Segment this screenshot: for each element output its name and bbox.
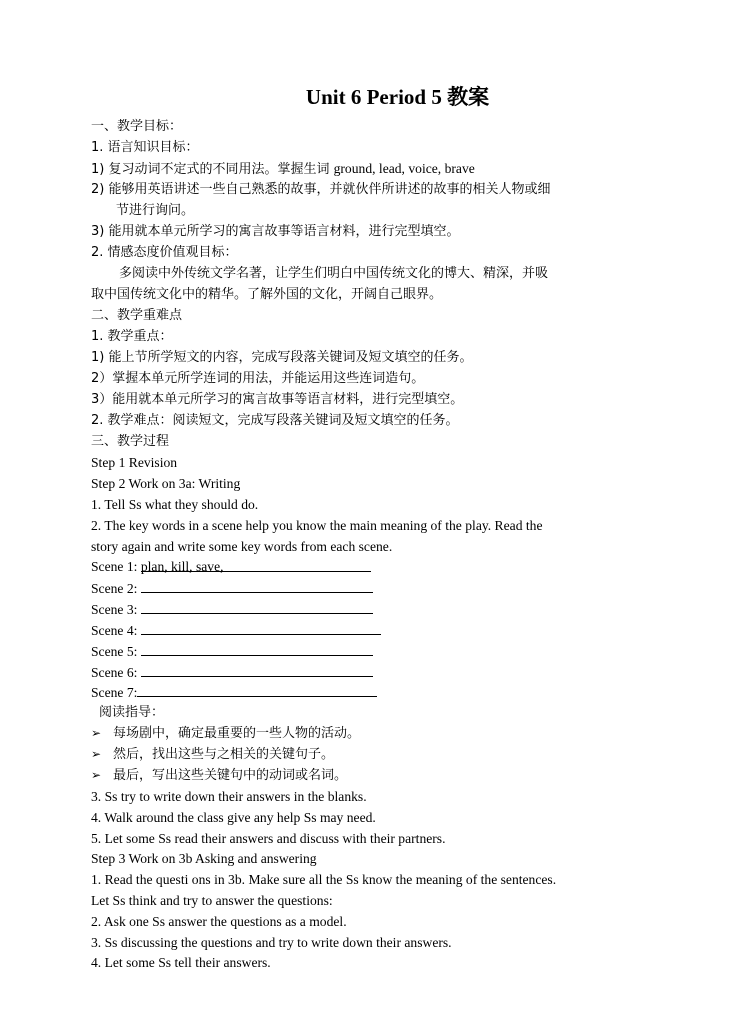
scene-7-label: Scene 7: [91,685,138,700]
step-2-heading: Step 2 Work on 3a: Writing [91,476,241,491]
reading-guide-heading: 阅读指导： [99,705,165,720]
key-point-item-2: 2）掌握本单元所学连词的用法，并能运用这些连词造句。 [91,371,425,386]
objective-item-3: 3) 能用就本单元所学习的寓言故事等语言材料，进行完型填空。 [91,224,460,239]
step-2-item-1: 1. Tell Ss what they should do. [91,497,259,512]
scene-3-blank [141,599,373,614]
scene-3-row [91,599,373,619]
reading-guide-item-2 [91,745,334,764]
objective-item-2-continued: 节进行询问。 [116,203,195,218]
scene-4-blank [141,620,381,635]
key-point-item-1: 1) 能上节所学短文的内容，完成写段落关键词及短文填空的任务。 [91,350,473,365]
arrow-bullet-icon: ➢ [91,747,102,761]
scene-6-row [91,662,373,682]
step-3-item-1: 1. Read the questi ons in 3b. Make sure all the Ss know the meaning of the sentences. [91,872,557,887]
scene-5-blank [141,641,373,656]
reading-guide-item-1-text: 每场剧中，确定最重要的一些人物的活动。 [113,726,361,741]
key-point-item-3: 3）能用就本单元所学习的寓言故事等语言材料，进行完型填空。 [91,392,464,407]
subheading-language-knowledge: 1. 语言知识目标： [91,140,199,155]
scene-1-row [91,557,371,576]
scene-6-label: Scene 6: [91,665,141,680]
reading-guide-item-3-text: 最后，写出这些关键句中的动词或名词。 [113,768,348,783]
scene-3-label: Scene 3: [91,602,141,617]
difficult-point: 2. 教学难点：阅读短文，完成写段落关键词及短文填空的任务。 [91,413,459,428]
section-heading-process: 三、教学过程 [91,434,170,449]
objective-item-1-text: 1) 复习动词不定式的不同用法。掌握生词 [91,162,334,177]
scene-5-row [91,641,373,661]
document-title: Unit 6 Period 5 教案 [305,85,490,109]
scene-2-label: Scene 2: [91,581,141,596]
step-3-item-2: 2. Ask one Ss answer the questions as a model. [91,914,347,929]
scene-1-label: Scene 1: [91,559,141,574]
scene-4-label: Scene 4: [91,623,141,638]
scene-7-row [91,682,377,702]
step-1-heading: Step 1 Revision [91,455,178,470]
reading-guide-item-3 [91,766,347,785]
scene-2-blank [141,578,373,593]
reading-guide-item-1 [91,724,360,743]
scene-6-blank [141,662,373,677]
step-3-item-1-continued: Let Ss think and try to answer the questions: [91,893,333,908]
step-2-item-4: 4. Walk around the class give any help Ss may need. [91,810,376,825]
scene-5-label: Scene 5: [91,644,141,659]
subheading-key-points: 1. 教学重点： [91,329,173,344]
step-2-item-2-continued: story again and write some key words from each scene. [91,539,393,554]
section-heading-key-points: 二、教学重难点 [91,308,183,323]
step-2-item-5: 5. Let some Ss read their answers and discuss with their partners. [91,831,446,846]
objective-item-1 [91,159,475,179]
scene-2-row [91,578,373,598]
section-heading-objectives: 一、教学目标： [91,119,183,134]
scene-1-blank [141,557,371,572]
arrow-bullet-icon: ➢ [91,768,102,782]
step-2-item-3: 3. Ss try to write down their answers in the blanks. [91,789,367,804]
step-3-item-3: 3. Ss discussing the questions and try to write down their answers. [91,935,452,950]
scene-7-blank [137,682,377,697]
objective-item-1-words: ground, lead, voice, brave [333,161,475,176]
emotion-paragraph-continued: 取中国传统文化中的精华。了解外国的文化，开阔自己眼界。 [91,287,443,302]
objective-item-2: 2) 能够用英语讲述一些自己熟悉的故事，并就伙伴所讲述的故事的相关人物或细 [91,182,551,197]
step-2-item-2: 2. The key words in a scene help you know the main meaning of the play. Read the [91,518,543,533]
subheading-emotion-attitude: 2. 情感态度价值观目标： [91,245,238,260]
scene-1-answer: plan, kill, save, [140,559,224,574]
step-3-item-4: 4. Let some Ss tell their answers. [91,955,271,970]
step-3-heading: Step 3 Work on 3b Asking and answering [91,851,317,866]
emotion-paragraph: 多阅读中外传统文学名著，让学生们明白中国传统文化的博大、精深，并吸 [119,266,549,281]
arrow-bullet-icon: ➢ [91,726,102,740]
scene-4-row [91,620,381,640]
reading-guide-item-2-text: 然后，找出这些与之相关的关键句子。 [113,747,335,762]
